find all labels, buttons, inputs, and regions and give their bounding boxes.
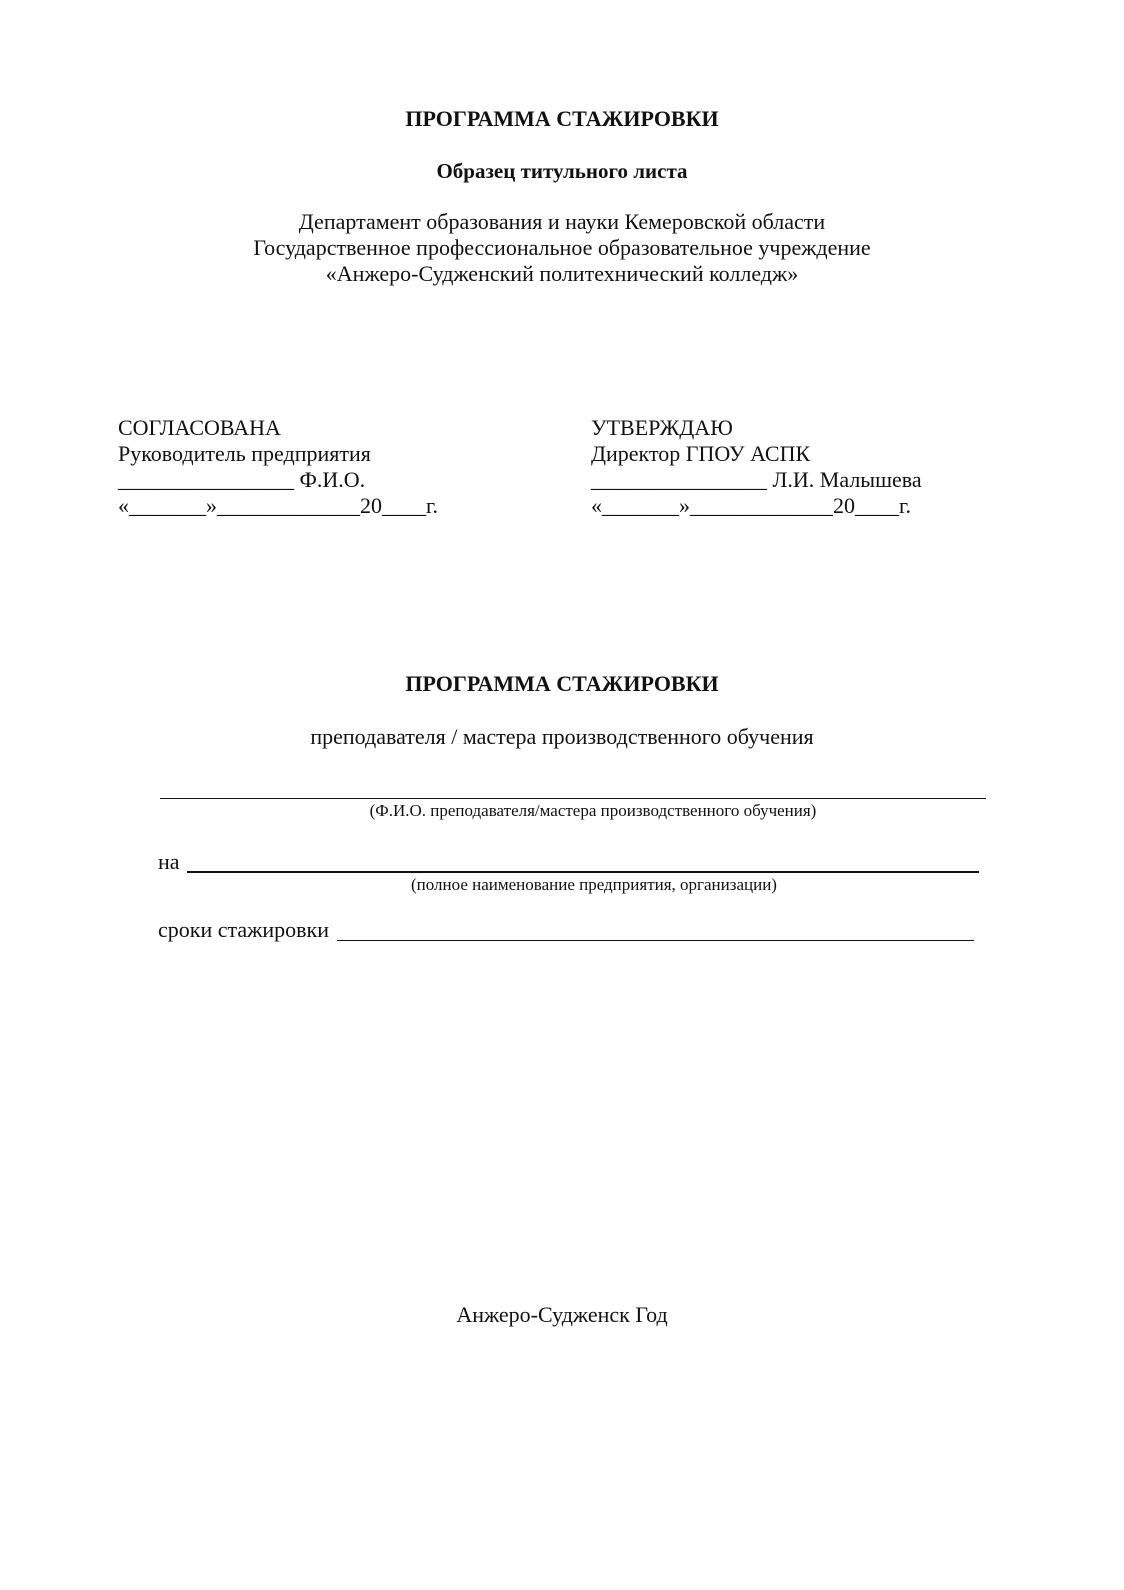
place-year: Анжеро-Судженск Год (456, 1302, 668, 1327)
org-line-college-name: «Анжеро-Судженский политехнический колледж» (325, 261, 799, 286)
role-line: преподавателя / мастера производственного обучения (310, 724, 814, 749)
approval-left-date-line: «_______»_____________20____г. (118, 493, 439, 518)
fio-caption: (Ф.И.О. преподавателя/мастера производственного обучения) (369, 801, 817, 820)
period-label: сроки стажировки (158, 917, 329, 942)
approval-right-position: Директор ГПОУ АСПК (591, 441, 811, 466)
period-underline (337, 940, 974, 941)
approval-left-signature-line: ________________ Ф.И.О. (118, 467, 366, 492)
approval-left-heading: СОГЛАСОВАНА (118, 415, 281, 440)
approval-right-heading: УТВЕРЖДАЮ (591, 415, 733, 440)
main-title: ПРОГРАММА СТАЖИРОВКИ (405, 671, 719, 696)
approval-right-signature-line: ________________ Л.И. Малышева (591, 467, 922, 492)
subtitle: Образец титульного листа (436, 159, 688, 183)
org-underline (187, 871, 979, 873)
approval-left-position: Руководитель предприятия (118, 441, 371, 466)
org-caption: (полное наименование предприятия, организации) (411, 875, 777, 894)
org-line-institution-type: Государственное профессиональное образовательное учреждение (253, 235, 871, 260)
approval-right-date-line: «_______»_____________20____г. (591, 493, 912, 518)
fio-underline (160, 798, 986, 799)
top-title: ПРОГРАММА СТАЖИРОВКИ (405, 106, 719, 131)
org-line-department: Департамент образования и науки Кемеровской области (298, 209, 826, 234)
org-prefix: на (158, 849, 180, 874)
